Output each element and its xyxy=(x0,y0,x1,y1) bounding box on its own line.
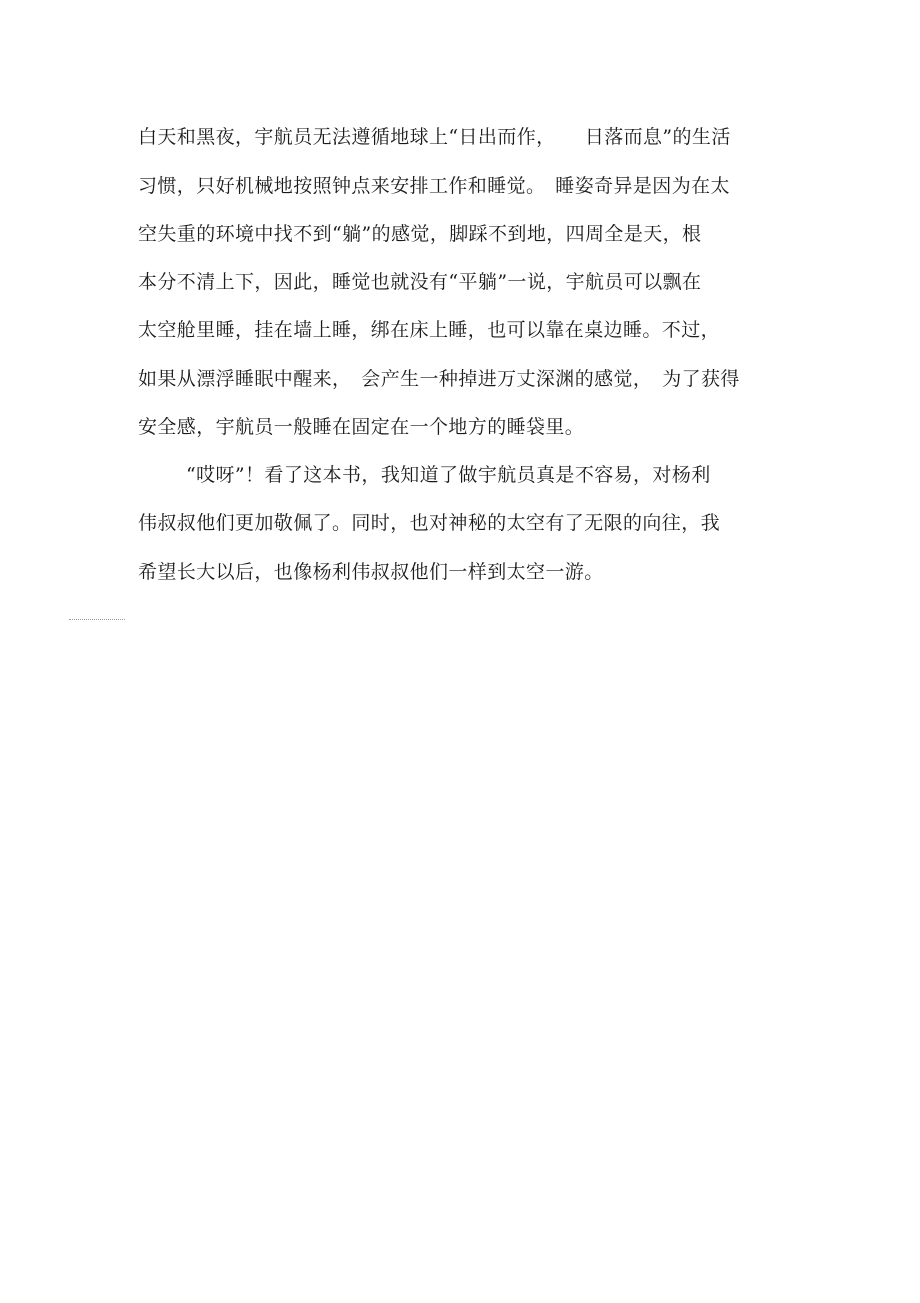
text-line: 白天和黑夜，宇航员无法遵循地球上“日出而作， 日落而息”的生活 xyxy=(138,126,731,148)
text-line: 如果从漂浮睡眠中醒来， 会产生一种掉进万丈深渊的感觉， 为了获得 xyxy=(138,368,740,390)
text-line: 习惯，只好机械地按照钟点来安排工作和睡觉。 睡姿奇异是因为在太 xyxy=(138,175,730,197)
text-line: 本分不清上下，因此，睡觉也就没有“平躺”一说，宇航员可以飘在 xyxy=(138,271,702,293)
text-line: 安全感，宇航员一般睡在固定在一个地方的睡袋里。 xyxy=(138,416,585,438)
text-line: 太空舱里睡，挂在墙上睡，绑在床上睡，也可以靠在桌边睡。不过， xyxy=(138,319,721,341)
text-line: “哎呀”！看了这本书，我知道了做宇航员真是不容易，对杨利 xyxy=(186,464,711,486)
text-line: 空失重的环境中找不到“躺”的感觉，脚踩不到地，四周全是天，根 xyxy=(138,223,702,245)
text-line: 伟叔叔他们更加敬佩了。同时，也对神秘的太空有了无限的向往，我 xyxy=(138,512,721,534)
text-line: 希望长大以后，也像杨利伟叔叔他们一样到太空一游。 xyxy=(138,561,604,583)
footnote-separator xyxy=(69,619,125,620)
